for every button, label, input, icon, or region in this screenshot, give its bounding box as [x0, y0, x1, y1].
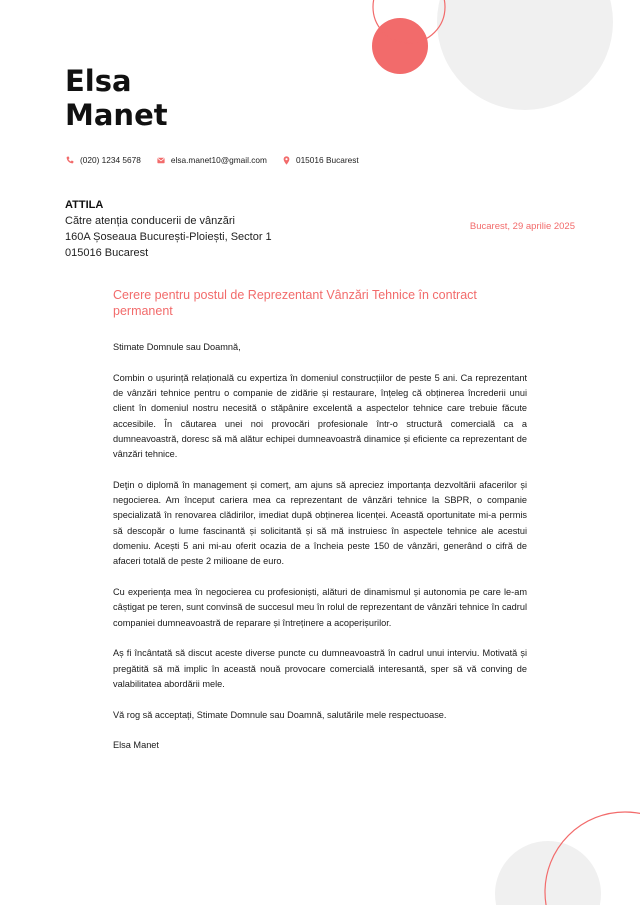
first-name: Elsa — [65, 64, 132, 98]
phone-text[interactable]: (020) 1234 5678 — [80, 155, 141, 165]
paragraph-4: Aș fi încântată să discut aceste diverse puncte cu dumneavoastră în cadrul unui interviu. Motivată și pregătită să mă implic în această nouă provocare comercială interesantă, sper să vă conving de valabilitatea abordării mele. — [113, 648, 527, 689]
email-text[interactable]: elsa.manet10@gmail.com — [170, 155, 267, 165]
location-pin-icon — [283, 156, 290, 165]
recipient-company: ATTILA — [65, 199, 104, 211]
paragraph-1: Combin o ușurință relațională cu expertiza în domeniul construcțiilor de peste 5 ani. Ca reprezentant de vânzări tehnice pentru o companie de zidărie și restaurare, înțeleg că obținerea încrederii unui client în domeniul nostru necesită o stăpânire excelentă a aspectelor tehnice care trebuie făcute accesibile. În căutarea unei noi provocări profesionale într-o structură comercială ca a dumneavoastră, doresc să mă alătur echipei dumneavoastră dinamice și eficiente ca reprezentant de vânzări tehnice. — [113, 372, 527, 460]
contact-bar — [66, 155, 375, 165]
letter-subject: Cerere pentru postul de Reprezentant Vânzări Tehnice în contract permanent — [113, 288, 477, 318]
paragraph-2: Deţin o diplomă în management și comerț, am ajuns să apreciez importanța dezvoltării afacerilor și negocierea. Am început cariera mea ca reprezentant de vânzări tehnice la SBPR, o companie specializată în renovarea clădirilor, imediat după obținerea licenței. Această oportunitate mi-a permis să descopăr o lume fascinantă și solicitantă și să mă instruiesc în aspectele tehnice ale acestui domeniu. Acești 5 ani mi-au oferit ocazia de a încheia peste 150 de vânzări, generând o cifră de afaceri totală de peste 2 milioane de euro. — [113, 479, 527, 567]
recipient-line-1: Către atenția conducerii de vânzări — [65, 215, 235, 227]
closing: Vă rog să acceptați, Stimate Domnule sau Doamnă, salutările mele respectuoase. — [113, 709, 447, 720]
bottom-decoration — [480, 780, 640, 905]
phone-icon — [66, 156, 74, 164]
letter-date: Bucarest, 29 aprilie 2025 — [469, 221, 575, 232]
applicant-name — [65, 64, 168, 132]
gray-circle-bottom — [495, 841, 601, 905]
accent-circle-filled — [372, 18, 428, 74]
last-name: Manet — [65, 98, 168, 132]
recipient-line-3: 015016 Bucarest — [65, 247, 149, 259]
recipient-block — [65, 197, 272, 261]
recipient-line-2: 160A Șoseaua București-Ploiești, Sector 1 — [65, 231, 272, 243]
paragraph-3: Cu experiența mea în negocierea cu profesioniști, alături de dinamismul și autonomia pe care le-am câștigat pe teren, sunt convinsă de succesul meu în rolul de reprezentant de vânzări tehnice în cadrul companiei dumneavoastră de reparare și întreținere a acoperișurilor. — [113, 587, 527, 628]
envelope-icon — [157, 157, 165, 164]
gray-circle-top — [437, 0, 613, 110]
address-text: 015016 Bucarest — [295, 155, 359, 165]
contact-phone — [66, 155, 141, 165]
top-decoration — [340, 0, 640, 120]
signature: Elsa Manet — [113, 740, 159, 751]
salutation: Stimate Domnule sau Doamnă, — [113, 342, 241, 352]
contact-email — [157, 155, 267, 165]
letter-body — [113, 340, 527, 769]
contact-address — [283, 155, 359, 165]
